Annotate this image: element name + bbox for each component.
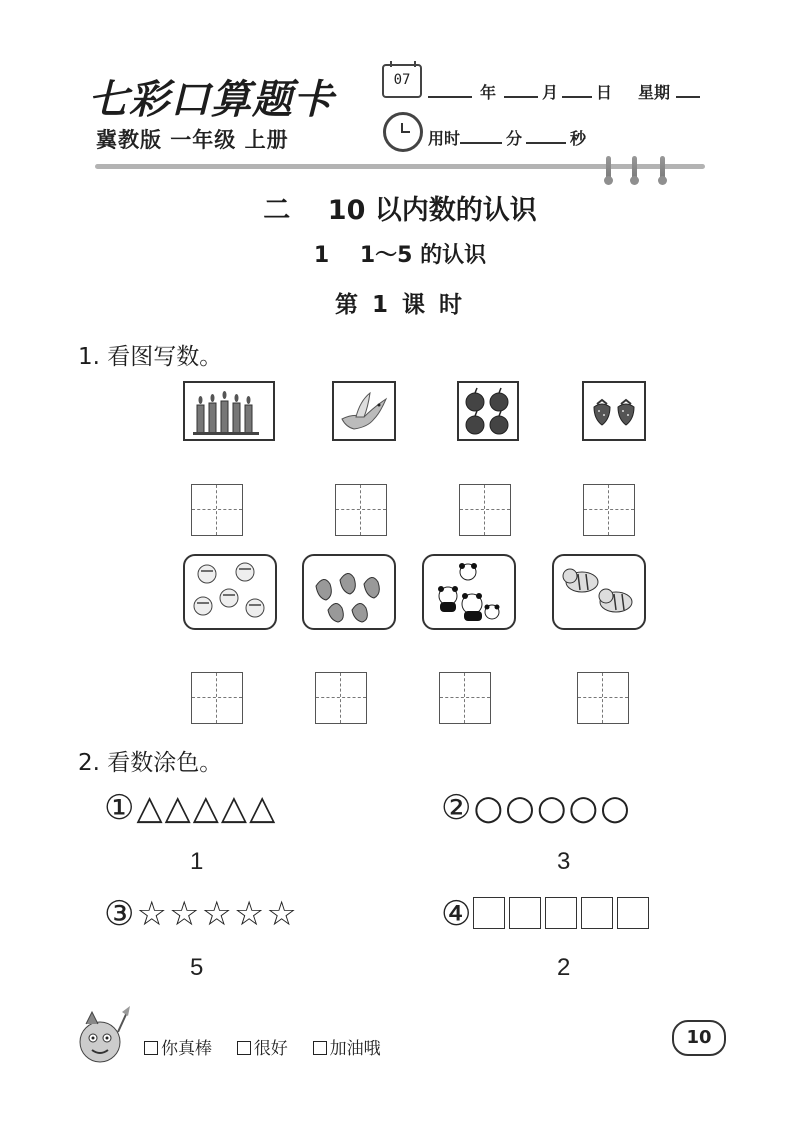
- square-row: [441, 894, 653, 934]
- clock-icon: [383, 112, 423, 152]
- calendar-icon-text: 07: [393, 72, 411, 88]
- circle-row: [441, 788, 632, 828]
- option-great: 你真棒: [161, 1039, 212, 1059]
- month-label: 月: [542, 83, 559, 102]
- item-marker: ①: [104, 788, 137, 828]
- time-label: 用时: [428, 129, 461, 148]
- time-line: [428, 126, 586, 149]
- answer-box-6[interactable]: [315, 672, 367, 724]
- checkbox-keep-going[interactable]: [313, 1041, 327, 1055]
- answer-box-3[interactable]: [459, 484, 511, 536]
- triangle-row: [104, 788, 277, 828]
- pandas-icon: [422, 554, 516, 630]
- answer-box-5[interactable]: [191, 672, 243, 724]
- question-1-title: 1. 看图写数。: [78, 344, 223, 370]
- tiger-cubs-icon: [552, 554, 646, 630]
- candles-icon: [183, 381, 275, 441]
- circle-shapes[interactable]: ○○○○○: [473, 788, 632, 828]
- triangle-shapes[interactable]: △△△△△: [136, 788, 278, 828]
- year-label: 年: [480, 83, 497, 102]
- second-label: 秒: [570, 129, 587, 148]
- square-shapes[interactable]: [473, 894, 653, 934]
- mascot-icon: [72, 1002, 134, 1072]
- question-2-title: 2. 看数涂色。: [78, 750, 223, 776]
- answer-box-8[interactable]: [577, 672, 629, 724]
- day-label: 日: [596, 83, 613, 102]
- item-marker: ④: [441, 894, 474, 934]
- minute-label: 分: [506, 129, 523, 148]
- star-count: 5: [190, 954, 204, 981]
- answer-box-4[interactable]: [583, 484, 635, 536]
- calendar-icon: [382, 64, 422, 98]
- header-divider: [95, 164, 705, 169]
- star-shapes[interactable]: ☆☆☆☆☆: [136, 894, 299, 934]
- square-count: 2: [557, 954, 571, 981]
- answer-box-7[interactable]: [439, 672, 491, 724]
- apples-icon: [457, 381, 519, 441]
- dove-icon: [332, 381, 396, 441]
- brand-title: 七彩口算题卡: [88, 76, 334, 123]
- checkbox-great[interactable]: [144, 1041, 158, 1055]
- strawberries-icon: [582, 381, 646, 441]
- chapter-title: 二 10 以内数的认识: [263, 195, 537, 226]
- item-marker: ③: [104, 894, 137, 934]
- binder-peg-icon: [660, 156, 665, 182]
- answer-box-2[interactable]: [335, 484, 387, 536]
- page-number: 10: [672, 1020, 726, 1056]
- checkbox-good[interactable]: [237, 1041, 251, 1055]
- item-marker: ②: [441, 788, 474, 828]
- tigers-icon: [183, 554, 277, 630]
- answer-box-1[interactable]: [191, 484, 243, 536]
- binder-peg-icon: [606, 156, 611, 182]
- edition-label: 冀教版 一年级 上册: [96, 128, 289, 152]
- triangle-count: 1: [190, 848, 204, 875]
- circle-count: 3: [557, 848, 571, 875]
- star-row: [104, 894, 299, 934]
- period-title: 第 1 课 时: [334, 292, 466, 318]
- binder-peg-icon: [632, 156, 637, 182]
- option-good: 很好: [253, 1039, 288, 1059]
- self-evaluation: [144, 1034, 381, 1059]
- weekday-label: 星期: [638, 83, 671, 102]
- lesson-title: 1 1～5 的认识: [313, 243, 487, 268]
- date-line: [428, 80, 700, 103]
- roosters-icon: [302, 554, 396, 630]
- option-keep-going: 加油哦: [329, 1039, 381, 1059]
